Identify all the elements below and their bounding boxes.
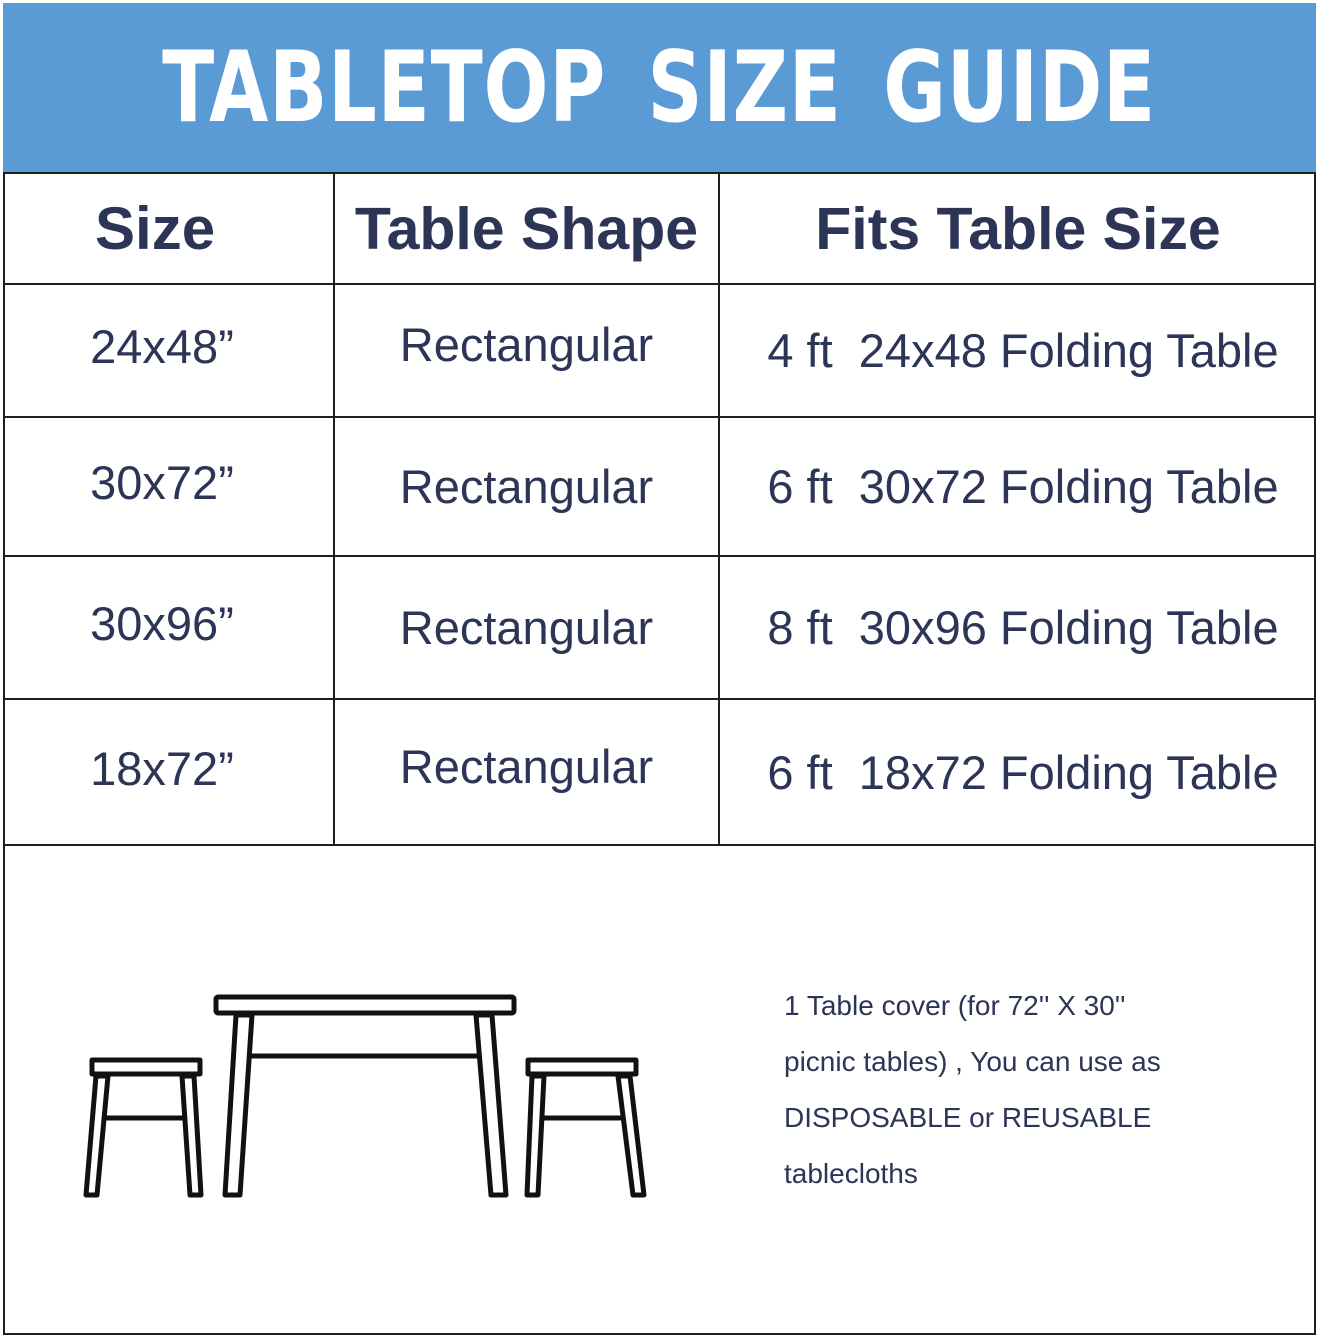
table-header-row xyxy=(3,173,1316,284)
cell-fits-text: 4 ft 24x48 Folding Table xyxy=(767,324,1279,377)
header-fits-table-size: Fits Table Size xyxy=(719,173,1316,284)
header-size: Size xyxy=(3,173,334,284)
cell-fits-text: 6 ft 30x72 Folding Table xyxy=(767,460,1279,513)
right-bench-leg-2 xyxy=(618,1076,644,1195)
cell-shape-text: Rectangular xyxy=(399,601,654,654)
right-bench-seat xyxy=(528,1060,636,1074)
cell-fits xyxy=(719,556,1316,699)
cell-size-text: 30x96” xyxy=(90,597,234,650)
cell-fits xyxy=(719,284,1316,417)
title-banner xyxy=(3,3,1316,173)
note-line: tablecloths xyxy=(784,1158,918,1189)
header-table-shape: Table Shape xyxy=(334,173,719,284)
left-bench-seat xyxy=(92,1060,200,1074)
cell-shape-text: Rectangular xyxy=(399,318,654,371)
table-row xyxy=(3,699,1316,845)
table-top-shape xyxy=(216,997,514,1013)
table-row xyxy=(3,417,1316,556)
cell-shape-text: Rectangular xyxy=(399,739,654,793)
cell-fits xyxy=(719,699,1316,845)
cell-shape xyxy=(334,284,719,417)
left-bench-leg-2 xyxy=(182,1076,201,1195)
right-bench-leg-1 xyxy=(527,1076,544,1195)
cell-size-text: 30x72” xyxy=(90,456,234,509)
size-guide-table xyxy=(3,172,1316,846)
table-leg-right xyxy=(476,1015,506,1195)
table-row xyxy=(3,556,1316,699)
cell-size xyxy=(3,417,334,556)
cell-size-text: 24x48” xyxy=(90,320,234,373)
cell-shape-text: Rectangular xyxy=(399,460,654,513)
cell-fits-text: 8 ft 30x96 Folding Table xyxy=(767,601,1279,654)
cell-size-text: 18x72” xyxy=(90,741,234,795)
table-leg-left xyxy=(225,1015,252,1195)
table-row xyxy=(3,284,1316,417)
cell-shape xyxy=(334,556,719,699)
note-line: 1 Table cover (for 72'' X 30'' xyxy=(784,990,1126,1021)
note-line: picnic tables) , You can use as xyxy=(784,1046,1161,1077)
page-title: TABLETOP SIZE GUIDE xyxy=(162,31,1157,145)
product-note xyxy=(784,978,1254,1202)
table-and-benches-icon xyxy=(78,990,658,1202)
cell-shape xyxy=(334,417,719,556)
cell-size xyxy=(3,284,334,417)
note-line: DISPOSABLE or REUSABLE xyxy=(784,1102,1152,1133)
cell-size xyxy=(3,556,334,699)
left-bench-leg-1 xyxy=(86,1076,108,1195)
cell-fits-text: 6 ft 18x72 Folding Table xyxy=(767,745,1279,799)
cell-shape xyxy=(334,699,719,845)
cell-size xyxy=(3,699,334,845)
cell-fits xyxy=(719,417,1316,556)
